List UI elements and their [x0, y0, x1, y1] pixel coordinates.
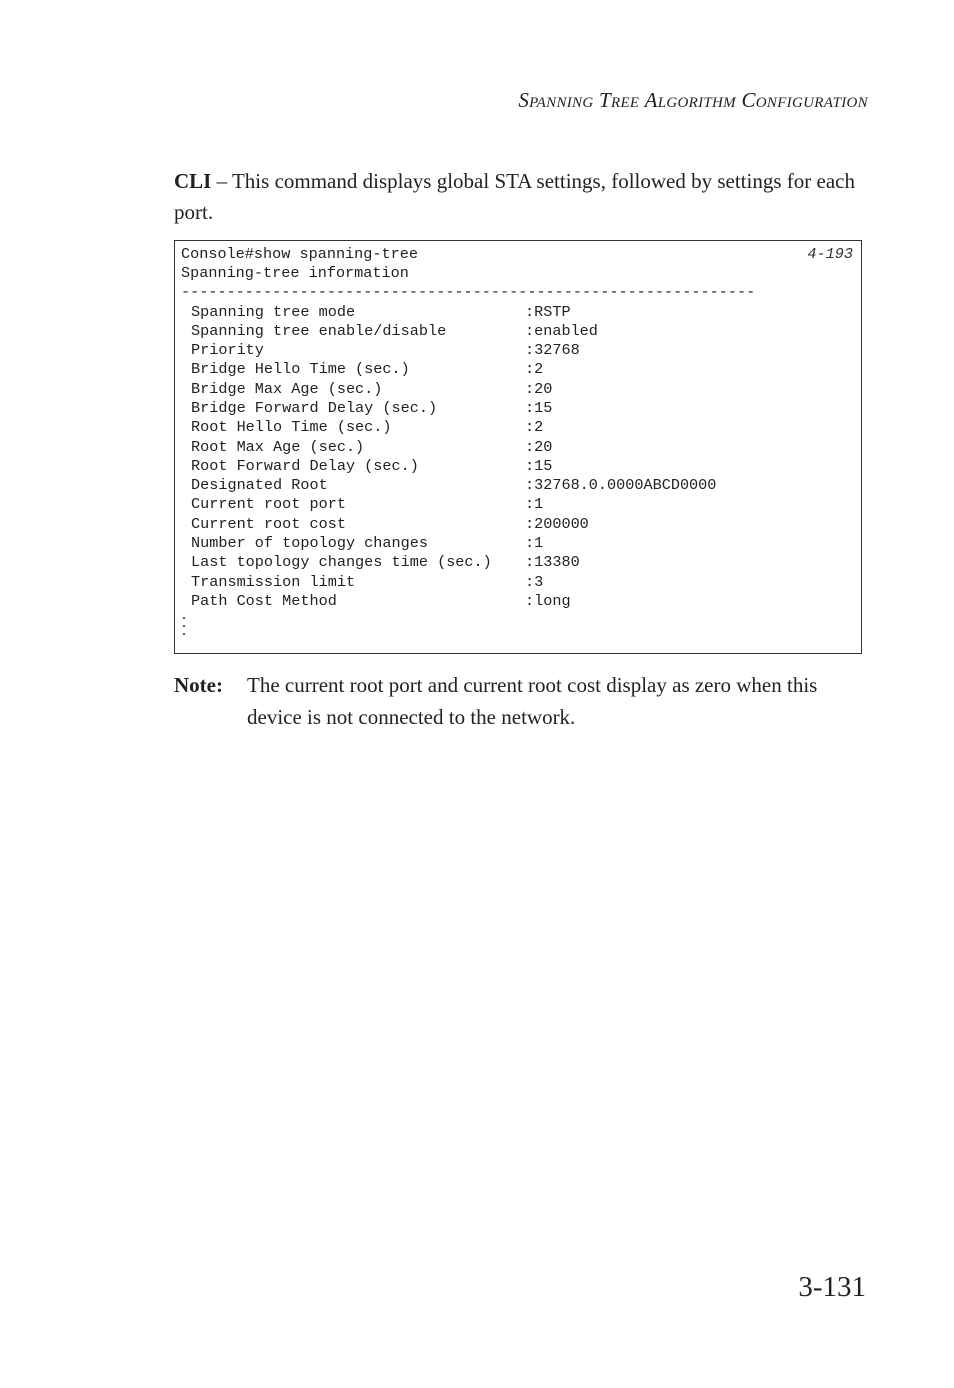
field-value: :1 [525, 534, 544, 552]
cli-lead: CLI [174, 169, 212, 193]
field-value: :2 [525, 360, 544, 378]
field-label: Bridge Hello Time (sec.) [191, 360, 410, 378]
field-label: Bridge Max Age (sec.) [191, 380, 383, 398]
ellipsis-dot [183, 625, 185, 627]
field-label: Root Forward Delay (sec.) [191, 457, 419, 475]
field-label: Last topology changes time (sec.) [191, 553, 492, 571]
ellipsis-dot [183, 633, 185, 635]
running-header: Spanning Tree Algorithm Configuration [518, 88, 868, 112]
intro-paragraph [174, 166, 864, 228]
field-value: :13380 [525, 553, 580, 571]
intro-text: – This command displays global STA settings, followed by settings for each port. [174, 169, 855, 224]
field-label: Current root port [191, 495, 346, 513]
output-subtitle: Spanning-tree information [181, 264, 409, 282]
field-value: :20 [525, 380, 553, 398]
field-value: :32768.0.0000ABCD0000 [525, 476, 717, 494]
field-value: :1 [525, 495, 544, 513]
note-text: The current root port and current root cost display as zero when this device is not connected to the network. [247, 673, 818, 729]
vertical-ellipsis [183, 617, 189, 641]
field-value: :2 [525, 418, 544, 436]
note-block [174, 669, 864, 733]
cli-command: Console#show spanning-tree [181, 245, 418, 263]
field-value: :200000 [525, 515, 589, 533]
command-reference: 4-193 [807, 245, 853, 263]
field-label: Bridge Forward Delay (sec.) [191, 399, 438, 417]
field-label: Spanning tree enable/disable [191, 322, 447, 340]
field-value: :15 [525, 457, 553, 475]
cli-output-box [174, 240, 862, 654]
field-label: Designated Root [191, 476, 328, 494]
field-value: :32768 [525, 341, 580, 359]
field-value: :3 [525, 573, 544, 591]
field-value: :long [525, 592, 571, 610]
field-value: :RSTP [525, 303, 571, 321]
page-number: 3-131 [798, 1271, 866, 1303]
field-label: Number of topology changes [191, 534, 428, 552]
separator-rule: --------------------------------------------------------------- [181, 283, 756, 301]
field-label: Priority [191, 341, 264, 359]
ellipsis-dot [183, 617, 185, 619]
field-value: :15 [525, 399, 553, 417]
field-label: Transmission limit [191, 573, 356, 591]
field-value: :20 [525, 438, 553, 456]
field-label: Spanning tree mode [191, 303, 356, 321]
field-value: :enabled [525, 322, 598, 340]
field-label: Current root cost [191, 515, 346, 533]
field-label: Root Hello Time (sec.) [191, 418, 392, 436]
field-label: Root Max Age (sec.) [191, 438, 365, 456]
field-label: Path Cost Method [191, 592, 337, 610]
note-label: Note: [174, 673, 223, 697]
